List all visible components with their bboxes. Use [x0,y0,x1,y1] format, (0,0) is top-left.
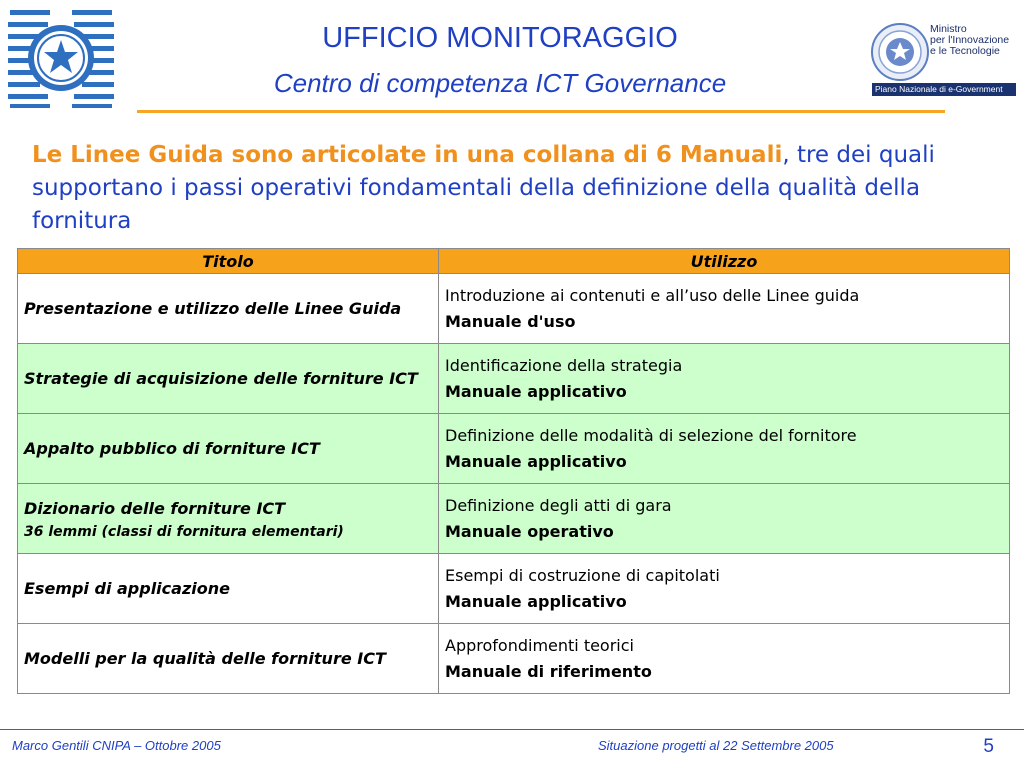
ministry-name-line-1: Ministro [930,23,967,35]
footer-author: Marco Gentili CNIPA – Ottobre 2005 [12,738,221,753]
intro-highlight: Le Linee Guida sono articolate in una collana di 6 Manuali [32,142,783,168]
row-title-cell [18,344,439,414]
row-manual: Manuale applicativo [445,381,627,401]
row-use: Definizione delle modalità di selezione del fornitore [445,425,857,445]
footer-divider [0,729,1024,730]
page-title: UFFICIO MONITORAGGIO [322,22,678,54]
row-title: Dizionario delle forniture ICT [24,498,286,518]
row-title: Appalto pubblico di forniture ICT [24,438,320,458]
row-use-cell [439,484,1010,554]
table-row [18,554,1010,624]
row-use: Definizione degli atti di gara [445,495,672,515]
row-manual: Manuale applicativo [445,451,627,471]
column-header-utilizzo: Utilizzo [439,249,1010,274]
row-title: Modelli per la qualità delle forniture ICT [24,648,386,668]
row-manual: Manuale operativo [445,521,614,541]
row-use-cell [439,624,1010,694]
page-number: 5 [983,736,994,757]
table-row [18,484,1010,554]
row-title-note: 36 lemmi (classi di fornitura elementari) [24,523,344,540]
page-subtitle: Centro di competenza ICT Governance [273,68,727,98]
ministry-name-line-3: e le Tecnologie [930,45,1000,57]
intro-text: , tre dei quali supportano i passi operativi fondamentali della definizione della qualità della fornitura [32,142,935,234]
row-use: Esempi di costruzione di capitolati [445,565,720,585]
row-use-cell [439,554,1010,624]
row-use-cell [439,414,1010,484]
title-underline [137,110,945,113]
row-manual: Manuale d'uso [445,311,576,331]
ministry-logo [866,20,1016,98]
row-use-cell [439,344,1010,414]
row-use: Approfondimenti teorici [445,635,634,655]
row-manual: Manuale di riferimento [445,661,652,681]
table-header-row [18,249,1010,274]
row-title-cell [18,484,439,554]
row-use: Introduzione ai contenuti e all’uso delle Linee guida [445,285,860,305]
row-title: Presentazione e utilizzo delle Linee Guida [24,298,402,318]
table-row [18,344,1010,414]
row-title-cell [18,274,439,344]
table-row [18,624,1010,694]
intro-paragraph [32,139,992,238]
row-use: Identificazione della strategia [445,355,683,375]
row-title-cell [18,414,439,484]
row-title: Esempi di applicazione [24,578,230,598]
row-title-cell [18,554,439,624]
footer-status: Situazione progetti al 22 Settembre 2005 [598,738,834,753]
table-row [18,274,1010,344]
egov-band: Piano Nazionale di e-Government [872,83,1016,96]
row-title-cell [18,624,439,694]
row-use-cell [439,274,1010,344]
ministry-seal-icon [870,22,930,82]
row-title: Strategie di acquisizione delle forniture ICT [24,368,418,388]
row-manual: Manuale applicativo [445,591,627,611]
table-row [18,414,1010,484]
ministry-name-line-2: per l'Innovazione [930,34,1010,46]
manuals-table [17,248,1010,694]
italian-republic-emblem-icon [8,6,114,110]
column-header-titolo: Titolo [18,249,439,274]
